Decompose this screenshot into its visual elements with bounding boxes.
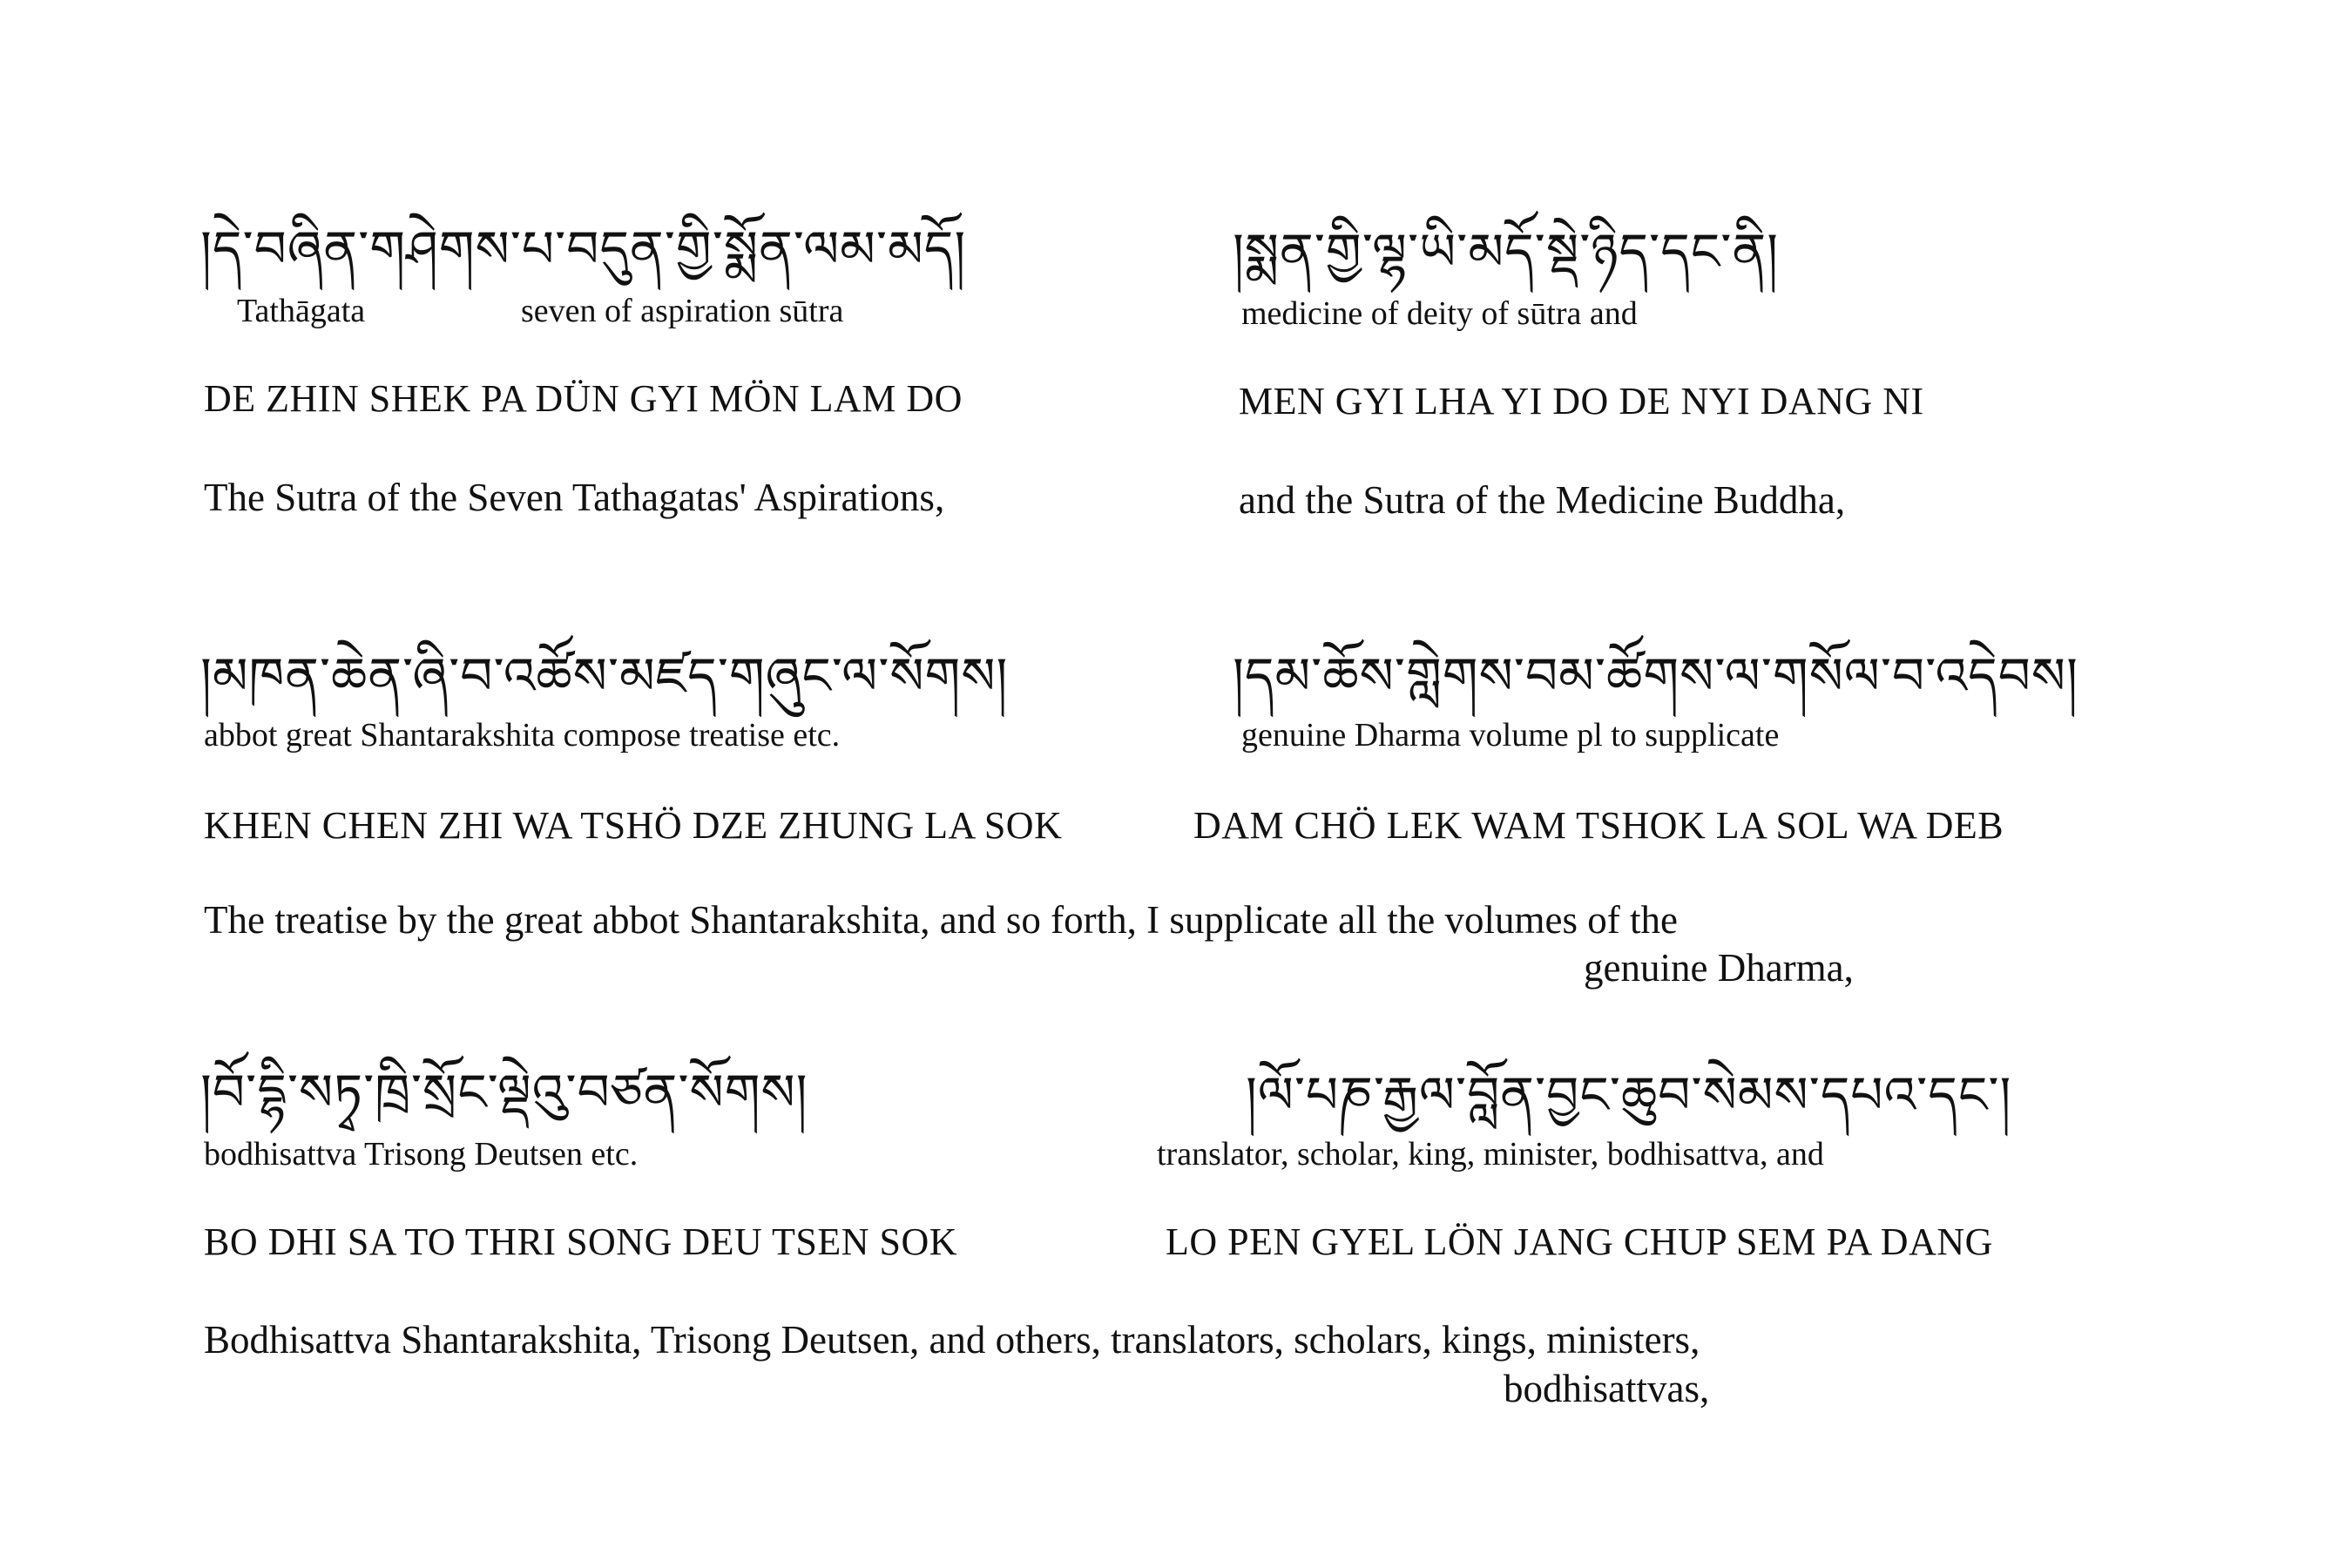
verse3-right-transliteration: LO PEN GYEL LÖN JANG CHUP SEM PA DANG	[1166, 1220, 1993, 1263]
verse3-right-tibetan: །ལོ་པཎ་རྒྱལ་བློན་བྱང་ཆུབ་སེམས་དཔའ་དང་།	[1246, 1065, 2012, 1125]
verse2-left-transliteration: KHEN CHEN ZHI WA TSHÖ DZE ZHUNG LA SOK	[204, 804, 1063, 847]
verse3-english-line1: Bodhisattva Shantarakshita, Trisong Deutsen, and others, translators, scholars, kings, ministers,	[204, 1318, 1700, 1362]
verse1-left-transliteration: DE ZHIN SHEK PA DÜN GYI MÖN LAM DO	[204, 377, 963, 420]
verse1-right-gloss: medicine of deity of sūtra and	[1241, 295, 1638, 332]
verse3-left-gloss: bodhisattva Trisong Deutsen etc.	[204, 1136, 639, 1173]
verse3-left-tibetan: །བོ་དྷི་སཏྭ་ཁྲི་སྲོང་ལྡེའུ་བཙན་སོགས།	[200, 1063, 808, 1122]
verse2-left-gloss: abbot great Shantarakshita compose treatise etc.	[204, 717, 841, 754]
verse1-right-english: and the Sutra of the Medicine Buddha,	[1239, 478, 1846, 522]
verse3-right-gloss: translator, scholar, king, minister, bodhisattva, and	[1157, 1136, 1824, 1173]
verse1-right-transliteration: MEN GYI LHA YI DO DE NYI DANG NI	[1239, 380, 1924, 422]
verse3-left-transliteration: BO DHI SA TO THRI SONG DEU TSEN SOK	[204, 1220, 958, 1263]
verse2-left-tibetan: །མཁན་ཆེན་ཞི་བ་འཚོས་མཛད་གཞུང་ལ་སོགས།	[200, 646, 1009, 706]
verse2-english-line1: The treatise by the great abbot Shantarakshita, and so forth, I supplicate all the volumes of the	[204, 898, 1678, 942]
verse1-left-english: The Sutra of the Seven Tathagatas' Aspirations,	[204, 476, 945, 519]
verse1-right-tibetan: །སྨན་གྱི་ལྷ་ཡི་མདོ་སྡེ་ཉིད་དང་ནི།	[1233, 222, 1780, 281]
verse1-left-gloss-a: Tathāgata	[237, 293, 366, 329]
verse2-right-transliteration: DAM CHÖ LEK WAM TSHOK LA SOL WA DEB	[1193, 804, 2004, 847]
verse2-right-gloss: genuine Dharma volume pl to supplicate	[1241, 717, 1780, 754]
verse2-english-line2: genuine Dharma,	[1584, 946, 1854, 990]
verse2-right-tibetan: །དམ་ཆོས་གླེགས་བམ་ཚོགས་ལ་གསོལ་བ་འདེབས།	[1233, 646, 2078, 706]
verse3-english-line2: bodhisattvas,	[1504, 1367, 1710, 1410]
verse1-left-tibetan: །དེ་བཞིན་གཤེགས་པ་བདུན་གྱི་སྨོན་ལམ་མདོ།	[200, 220, 967, 279]
verse1-left-gloss-b: seven of aspiration sūtra	[521, 293, 844, 329]
